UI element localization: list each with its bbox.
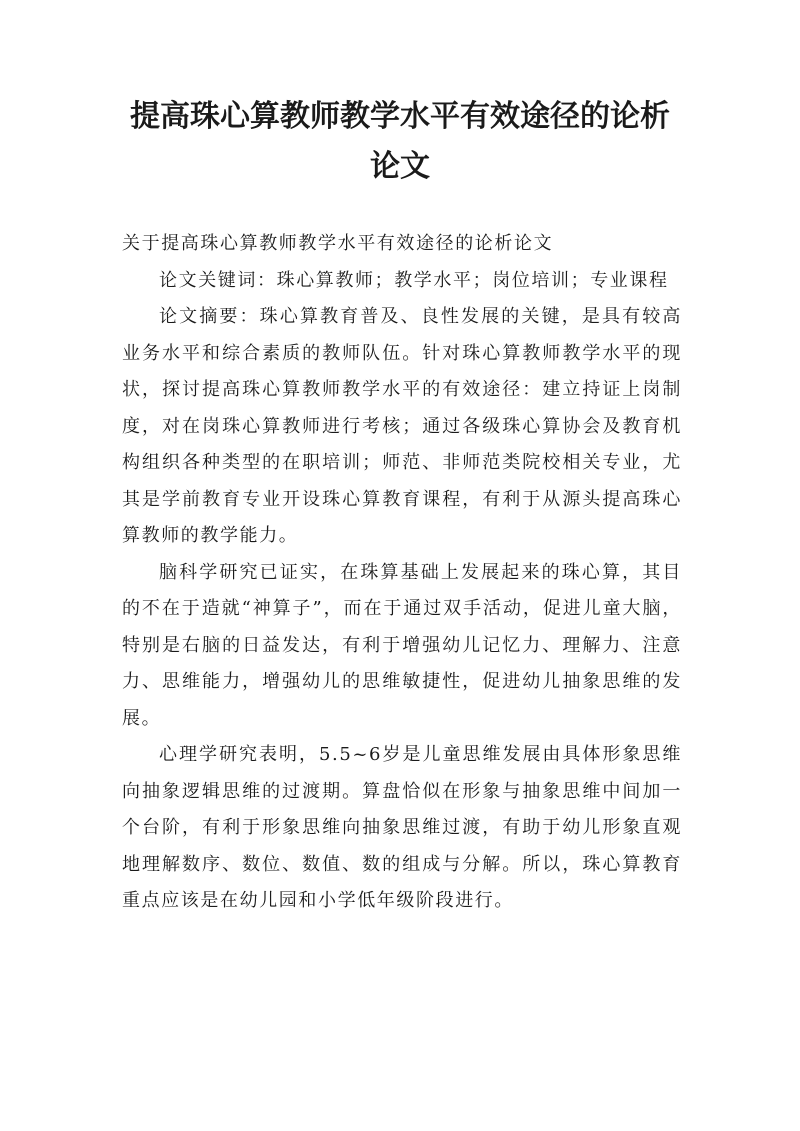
title-line-1: 提高珠心算教师教学水平有效途径的论析 (130, 99, 670, 134)
document-body (122, 226, 682, 920)
title-line-2: 论文 (370, 149, 430, 184)
body-paragraph: 心理学研究表明，5.5~6岁是儿童思维发展由具体形象思维向抽象逻辑思维的过渡期。算盘恰似在形象与抽象思维中间加一个台阶，有利于形象思维向抽象思维过渡，有助于幼儿形象直观地理解数序、数位、数值、数的组成与分解。所以，珠心算教育重点应该是在幼儿园和小学低年级阶段进行。 (122, 744, 682, 911)
keywords-paragraph: 论文关键词：珠心算教师；教学水平；岗位培训；专业课程 (159, 269, 669, 291)
body-paragraph: 脑科学研究已证实，在珠算基础上发展起来的珠心算，其目的不在于造就“神算子”，而在于通过双手活动，促进儿童大脑，特别是右脑的日益发达，有利于增强幼儿记忆力、理解力、注意力、思维能力，增强幼儿的思维敏捷性，促进幼儿抽象思维的发展。 (122, 561, 682, 729)
document-title (100, 92, 700, 192)
abstract-paragraph: 论文摘要：珠心算教育普及、良性发展的关键，是具有较高业务水平和综合素质的教师队伍。针对珠心算教师教学水平的现状，探讨提高珠心算教师教学水平的有效途径：建立持证上岗制度，对在岗珠心算教师进行考核；通过各级珠心算协会及教育机构组织各种类型的在职培训；师范、非师范类院校相关专业，尤其是学前教育专业开设珠心算教育课程，有利于从源头提高珠心算教师的教学能力。 (122, 306, 682, 546)
subtitle-paragraph: 关于提高珠心算教师教学水平有效途径的论析论文 (122, 233, 554, 254)
